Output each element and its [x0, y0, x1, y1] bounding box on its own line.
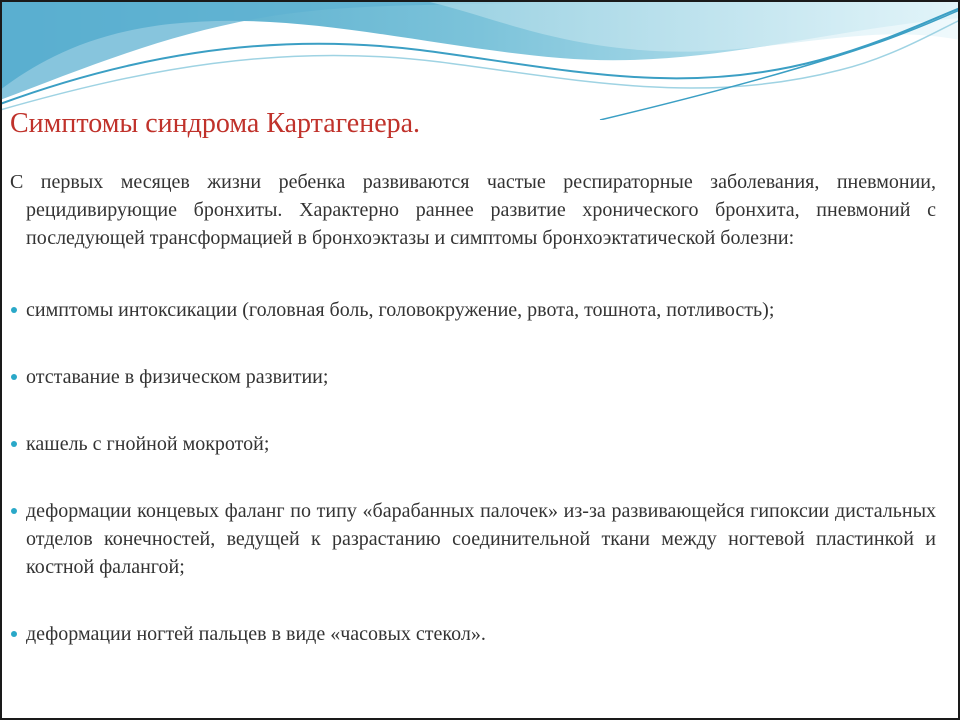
- symptom-list: [10, 296, 936, 648]
- bullet-dot-icon: [11, 631, 17, 637]
- slide-content: [10, 168, 936, 648]
- bullet-dot-icon: [11, 374, 17, 380]
- list-item-text: симптомы интоксикации (головная боль, головокружение, рвота, тошнота, потливость);: [26, 299, 775, 321]
- list-item-text: кашель с гнойной мокротой;: [26, 433, 270, 455]
- list-item: [10, 363, 936, 391]
- list-item: [10, 620, 936, 648]
- header-wave-decoration: [0, 0, 960, 120]
- list-item: [10, 296, 936, 324]
- bullet-dot-icon: [11, 307, 17, 313]
- list-item-text: деформации ногтей пальцев в виде «часовых стекол».: [26, 623, 486, 645]
- list-item-text: отставание в физическом развитии;: [26, 366, 329, 388]
- intro-paragraph: С первых месяцев жизни ребенка развиваются частые респираторные заболевания, пневмонии, рецидивирующие бронхиты. Характерно раннее развитие хронического бронхита, пневмоний с последующей трансформацией в бронхоэктазы и симптомы бронхоэктатической болезни:: [10, 171, 936, 249]
- bullet-dot-icon: [11, 441, 17, 447]
- list-item: [10, 430, 936, 458]
- slide-title: Симптомы синдрома Картагенера.: [10, 108, 421, 139]
- list-item: [10, 497, 936, 581]
- bullet-dot-icon: [11, 508, 17, 514]
- list-item-text: деформации концевых фаланг по типу «барабанных палочек» из-за развивающейся гипоксии дистальных отделов конечностей, ведущей к разрастанию соединительной ткани между ногтевой пластинкой и костной фалангой;: [26, 500, 936, 578]
